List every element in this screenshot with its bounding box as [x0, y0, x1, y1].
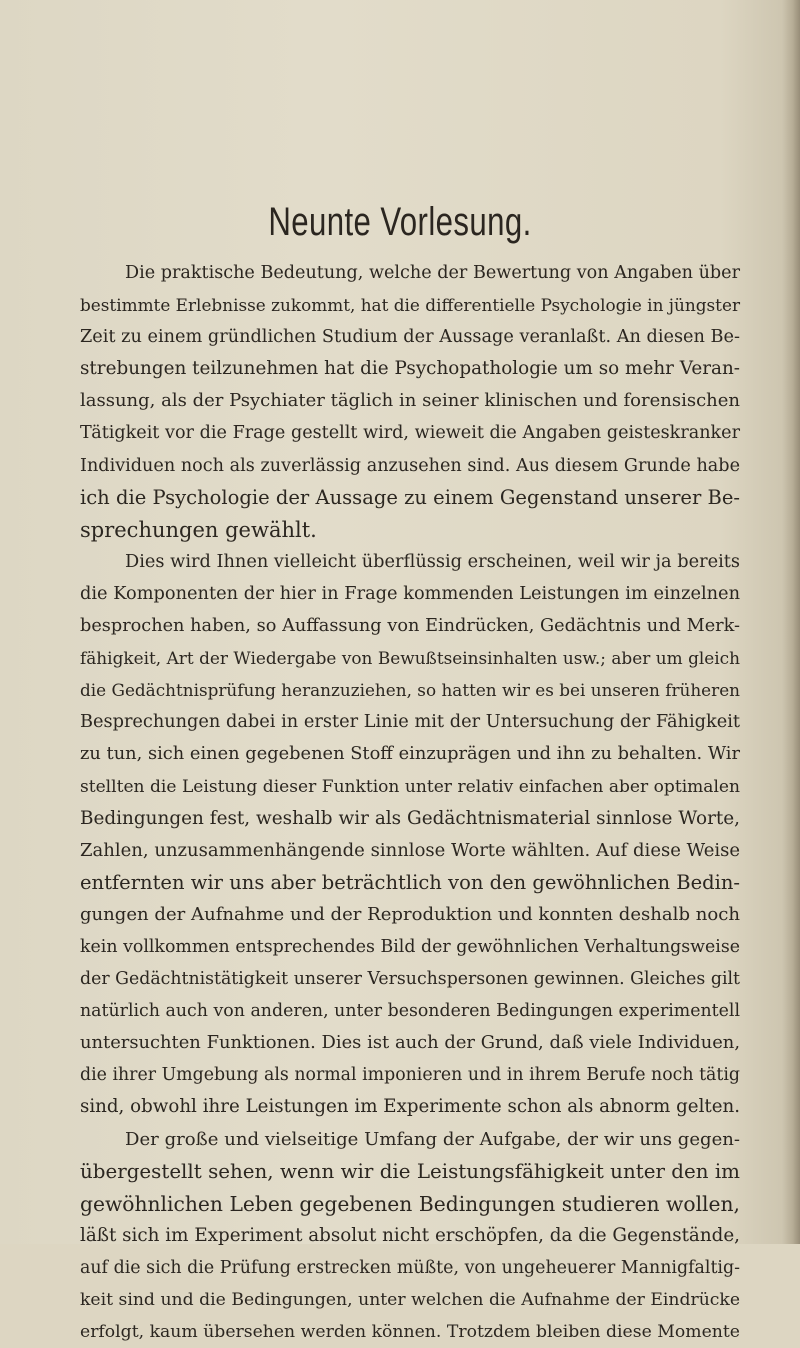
- text-line: Zahlen, unzusammenhängende sinnlose Worte wählten. Auf diese Weise: [80, 839, 740, 861]
- text-line: natürlich auch von anderen, unter besonderen Bedingungen experimentell: [80, 1001, 740, 1022]
- text-line: Individuen noch als zuverlässig anzusehen sind. Aus diesem Grunde habe: [80, 455, 740, 476]
- text-line: Zeit zu einem gründlichen Studium der Aussage veranlaßt. An diesen Be-: [80, 327, 740, 348]
- page-shadow-edge: [782, 0, 800, 1244]
- text-line: zu tun, sich einen gegebenen Stoff einzuprägen und ihn zu behalten. Wir: [80, 743, 740, 765]
- text-line: kein vollkommen entsprechendes Bild der gewöhnlichen Verhaltungsweise: [80, 936, 740, 957]
- text-line: keit sind und die Bedingungen, unter welchen die Aufnahme der Eindrücke: [80, 1290, 740, 1310]
- body-text: [80, 257, 740, 1348]
- text-line: entfernten wir uns aber beträchtlich von den gewöhnlichen Bedin-: [80, 870, 740, 894]
- text-line: gungen der Aufnahme und der Reproduktion und konnten deshalb noch: [80, 903, 740, 925]
- text-line: sprechungen gewählt.: [80, 517, 317, 542]
- text-line: fähigkeit, Art der Wiedergabe von Bewußtseinsinhalten usw.; aber um gleich: [80, 648, 740, 669]
- text-line: läßt sich im Experiment absolut nicht erschöpfen, da die Gegenstände,: [80, 1224, 740, 1246]
- chapter-heading: Neunte Vorlesung.: [268, 200, 532, 244]
- text-line: Die praktische Bedeutung, welche der Bewertung von Angaben über: [125, 263, 740, 283]
- text-line: die Komponenten der hier in Frage kommenden Leistungen im einzelnen: [80, 583, 740, 604]
- text-line: untersuchten Funktionen. Dies ist auch der Grund, daß viele Individuen,: [80, 1032, 740, 1054]
- text-line: strebungen teilzunehmen hat die Psychopathologie um so mehr Veran-: [80, 358, 740, 380]
- text-line: bestimmte Erlebnisse zukommt, hat die differentielle Psychologie in jüngster: [80, 295, 740, 316]
- text-line: besprochen haben, so Auffassung von Eindrücken, Gedächtnis und Merk-: [80, 616, 740, 637]
- text-line: der Gedächtnistätigkeit unserer Versuchspersonen gewinnen. Gleiches gilt: [80, 969, 740, 990]
- text-line: die Gedächtnisprüfung heranzuziehen, so hatten wir es bei unseren früheren: [80, 680, 740, 701]
- text-line: stellten die Leistung dieser Funktion unter relativ einfachen aber optimalen: [80, 776, 740, 797]
- text-line: lassung, als der Psychiater täglich in seiner klinischen und forensischen: [80, 390, 740, 412]
- text-line: Dies wird Ihnen vielleicht überflüssig erscheinen, weil wir ja bereits: [125, 551, 740, 572]
- text-line: sind, obwohl ihre Leistungen im Experimente schon als abnorm gelten.: [80, 1096, 740, 1118]
- text-line: übergestellt sehen, wenn wir die Leistungsfähigkeit unter den im: [80, 1159, 740, 1183]
- text-line: auf die sich die Prüfung erstrecken müßte, von ungeheuerer Mannigfaltig-: [80, 1257, 740, 1278]
- text-line: Bedingungen fest, weshalb wir als Gedächtnismaterial sinnlose Worte,: [80, 807, 740, 829]
- text-line: die ihrer Umgebung als normal imponieren und in ihrem Berufe noch tätig: [80, 1065, 740, 1086]
- text-line: Tätigkeit vor die Frage gestellt wird, wieweit die Angaben geisteskranker: [80, 423, 740, 444]
- text-line: ich die Psychologie der Aussage zu einem Gegenstand unserer Be-: [80, 485, 740, 509]
- text-line: erfolgt, kaum übersehen werden können. Trotzdem bleiben diese Momente: [80, 1322, 740, 1343]
- text-line: Besprechungen dabei in erster Linie mit der Untersuchung der Fähigkeit: [80, 712, 740, 733]
- text-line: Der große und vielseitige Umfang der Aufgabe, der wir uns gegen-: [125, 1128, 740, 1150]
- text-line: gewöhnlichen Leben gegebenen Bedingungen studieren wollen,: [80, 1191, 740, 1216]
